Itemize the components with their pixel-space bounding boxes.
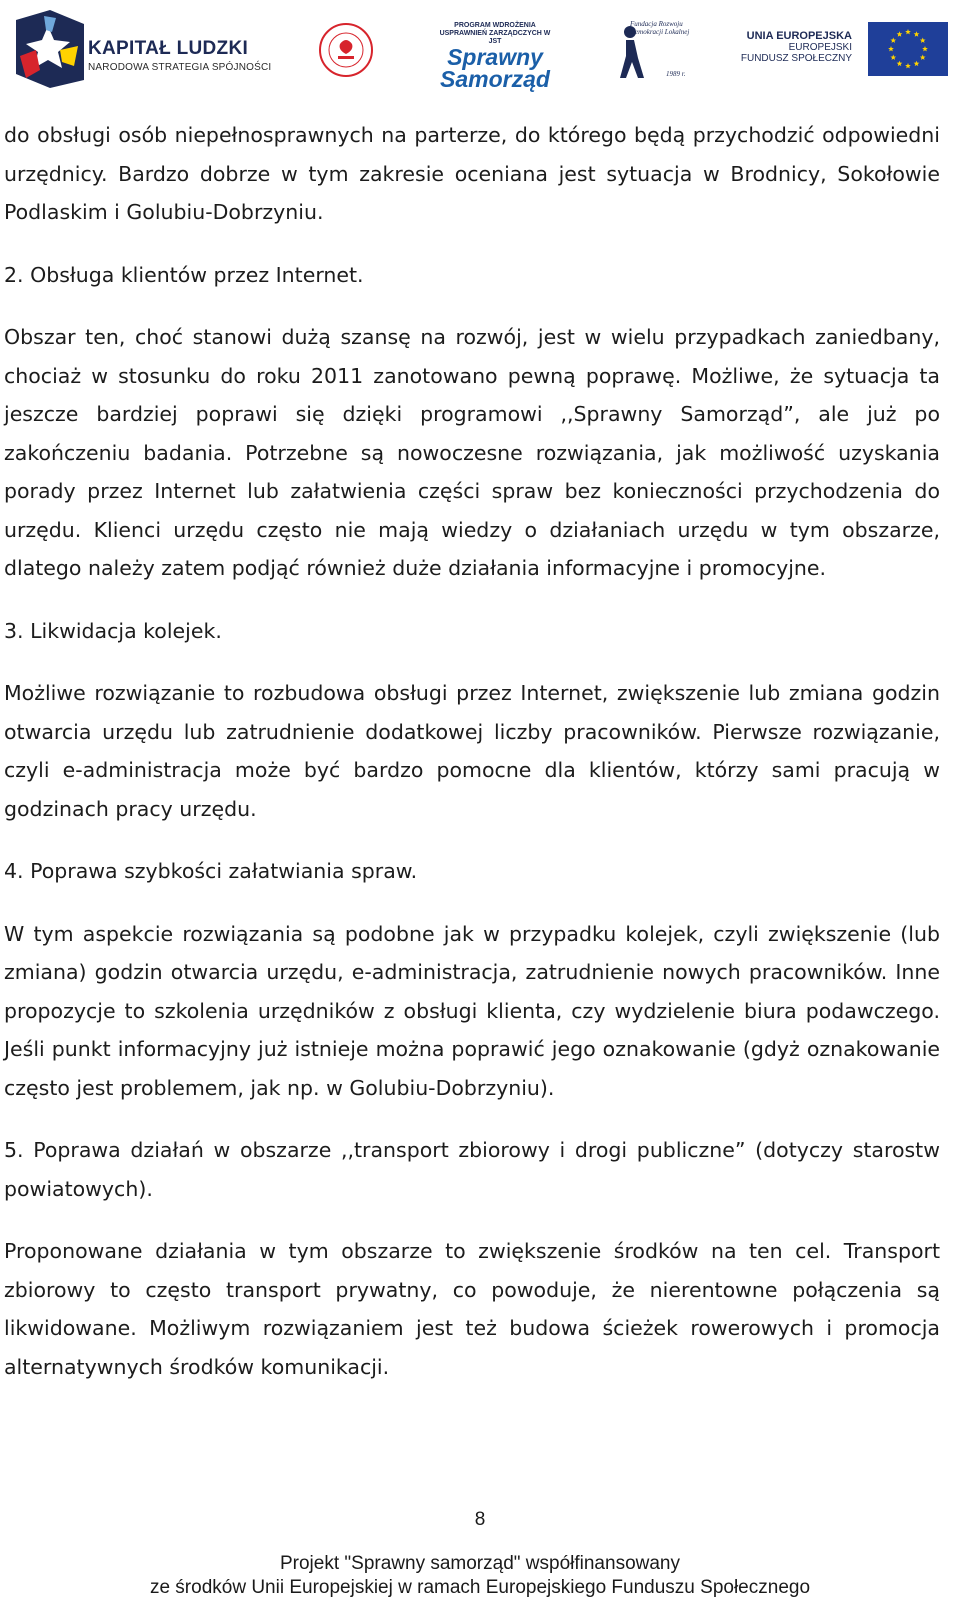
eu-flag-icon (868, 22, 948, 76)
section-heading-transport: 5. Poprawa działań w obszarze ,,transport zbiorowy i drogi publiczne” (dotyczy starostw powiatowych). (4, 1138, 940, 1201)
sprawny-samorzad-name-1: Sprawny (447, 44, 543, 70)
kapital-ludzki-subtitle: NARODOWA STRATEGIA SPÓJNOŚCI (88, 62, 272, 73)
frdl-line-2: Demokracji Lokalnej (630, 28, 690, 36)
document-body (4, 116, 940, 1410)
section-heading-queues: 3. Likwidacja kolejek. (4, 618, 222, 643)
frdl-logo (616, 20, 696, 82)
frdl-line-1: Fundacja Rozwoju (630, 20, 683, 28)
section-heading-internet: 2. Obsługa klientów przez Internet. (4, 262, 364, 287)
section-heading-speed: 4. Poprawa szybkości załatwiania spraw. (4, 859, 418, 883)
kapital-ludzki-mark-icon (16, 10, 84, 88)
page-footer (0, 1552, 960, 1600)
frdl-year: 1989 r. (666, 70, 686, 78)
sprawny-samorzad-program-line-2: USPRAWNIEŃ ZARZĄDCZYCH W JST (439, 30, 551, 45)
kapital-ludzki-title: KAPITAŁ LUDZKI (88, 38, 249, 59)
paragraph-transport: Proponowane działania w tym obszarze to zwiększenie środków na ten cel. Transport zbiorowy to często transport prywatny, co powoduje, że nierentowne połączenia są likwidowane. Możliwym rozwiązaniem jest też budowa ścieżek rowerowych i promocja alternatywnych środków komunikacji. (4, 1239, 940, 1379)
footer-line-2: ze środków Unii Europejskiej w ramach Europejskiego Funduszu Społecznego (149, 1577, 811, 1598)
zwiazek-powiatow-logo (318, 20, 374, 80)
footer-line-1: Projekt "Sprawny samorząd" współfinansowany (279, 1553, 680, 1574)
page-number: 8 (474, 1509, 486, 1530)
kapital-ludzki-logo (16, 10, 276, 90)
eu-logo (738, 22, 948, 78)
paragraph-accessibility: do obsługi osób niepełnosprawnych na parterze, do którego będą przychodzić odpowiedni urzędnicy. Bardzo dobrze w tym zakresie oceniana jest sytuacja w Brodnicy, Sokołowie Podlaskim i Golubiu-Dobrzyniu. (4, 123, 940, 224)
eu-line-3: FUNDUSZ SPOŁECZNY (740, 53, 852, 64)
zwiazek-powiatow-seal-icon (318, 20, 374, 80)
paragraph-internet: Obszar ten, choć stanowi dużą szansę na rozwój, jest w wielu przypadkach zaniedbany, chociaż w stosunku do roku 2011 zanotowano pewną poprawę. Możliwe, że sytuacja ta jeszcze bardziej poprawi się dzięki programowi ,,Sprawny Samorząd”, ale już po zakończeniu badania. Potrzebne są nowoczesne rozwiązania, jak możliwość uzyskania porady przez Internet lub załatwienia części spraw bez konieczności przychodzenia do urzędu. Klienci urzędu często nie mają wiedzy o działaniach urzędu w tym obszarze, dlatego należy zatem podjąć również duże działania informacyjne i promocyjne. (4, 325, 940, 580)
sprawny-samorzad-logo (436, 22, 554, 92)
sprawny-samorzad-program-line-1: PROGRAM WDROŻENIA (454, 22, 536, 29)
eu-line-1: UNIA EUROPEJSKA (746, 30, 852, 42)
sprawny-samorzad-name-2: Samorząd (440, 66, 550, 92)
page-header (0, 0, 960, 100)
eu-line-2: EUROPEJSKI (788, 42, 852, 53)
paragraph-speed: W tym aspekcie rozwiązania są podobne jak w przypadku kolejek, czyli zwiększenie (lub zmiana) godzin otwarcia urzędu, e-administracja, zatrudnienie nowych pracowników. Inne propozycje to szkolenia urzędników z obsługi klienta, czy wydzielenie biura podawczego. Jeśli punkt informacyjny już istnieje można poprawić jego oznakowanie (gdyż oznakowanie często jest problemem, jak np. w Golubiu-Dobrzyniu). (4, 921, 940, 1100)
paragraph-queues: Możliwe rozwiązanie to rozbudowa obsługi przez Internet, zwiększenie lub zmiana godzin otwarcia urzędu lub zatrudnienie dodatkowej liczby pracowników. Pierwsze rozwiązanie, czyli e-administracja może być bardzo pomocne dla klientów, którzy sami pracują w godzinach pracy urzędu. (4, 681, 940, 821)
